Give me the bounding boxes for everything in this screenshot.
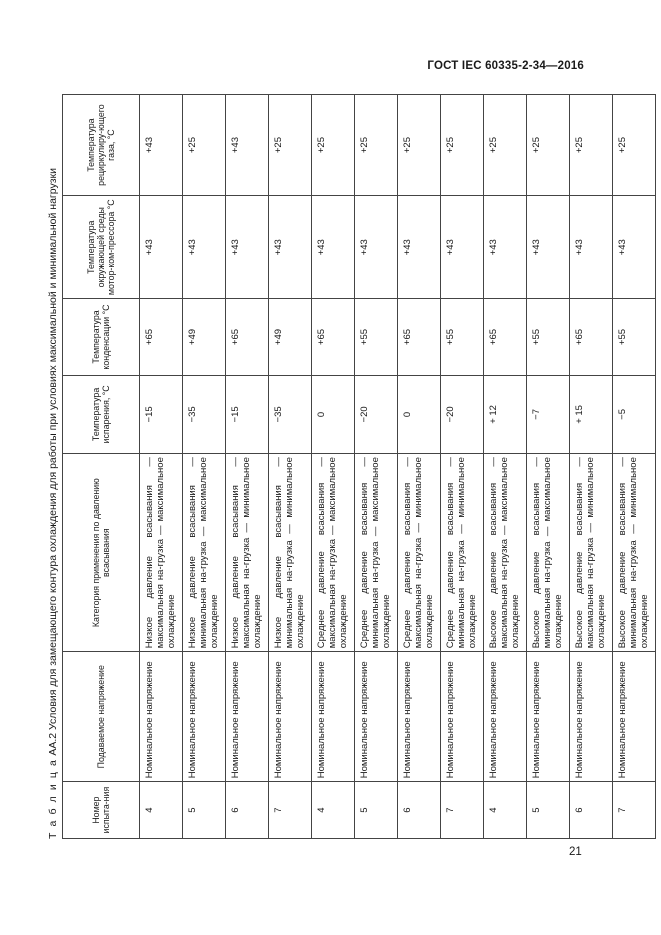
cell-return-gas-temp: +25 [613,95,656,196]
cell-category: Высокое давление всасывания — максимальная на-грузка — минимальное охлаждение [570,454,613,652]
cell-evaporation-temp: + 15 [570,375,613,453]
cell-category: Среднее давление всасывания — максимальная на-грузка — максимальное охлаждение [312,454,355,652]
table-row [269,95,312,839]
cell-condensation-temp: +65 [312,299,355,375]
cell-ambient-temp: +43 [484,196,527,299]
cell-ambient-temp: +43 [613,196,656,299]
cell-category: Низкое давление всасывания — минимальная на-грузка — минимальное охлаждение [269,454,312,652]
cell-return-gas-temp: +25 [355,95,398,196]
cell-test-number: 5 [527,782,570,839]
cell-condensation-temp: +55 [613,299,656,375]
table-row [570,95,613,839]
cell-ambient-temp: +43 [183,196,226,299]
cell-category: Высокое давление всасывания — максимальная на-грузка — максимальное охлаждение [484,454,527,652]
header-condensation-temp: Температура конденсации °С [63,299,140,375]
cell-test-number: 7 [613,782,656,839]
cell-voltage: Номинальное напряжение [441,652,484,782]
cell-evaporation-temp: 0 [312,375,355,453]
cell-category: Высокое давление всасывания — минимальная на-грузка — минимальное охлаждение [613,454,656,652]
cell-test-number: 4 [140,782,183,839]
table-caption [46,94,60,839]
cell-ambient-temp: +43 [527,196,570,299]
cell-voltage: Номинальное напряжение [183,652,226,782]
cell-ambient-temp: +43 [140,196,183,299]
cell-ambient-temp: +43 [441,196,484,299]
cell-return-gas-temp: +43 [226,95,269,196]
table-row [527,95,570,839]
table-header-row [63,95,140,839]
rotated-table-block [44,94,650,839]
header-return-gas-temp: Температура рециркулиру-ющего газа, °С [63,95,140,196]
cell-voltage: Номинальное напряжение [527,652,570,782]
cell-test-number: 5 [355,782,398,839]
cell-evaporation-temp: −5 [613,375,656,453]
table-row [613,95,656,839]
cell-evaporation-temp: −15 [226,375,269,453]
table-row [312,95,355,839]
cell-evaporation-temp: −35 [269,375,312,453]
cell-category: Низкое давление всасывания — максимальная на-грузка — минимальное охлаждение [226,454,269,652]
header-ambient-temp: Температура окружающей среды мотор-ком-прессора °С [63,196,140,299]
standard-header: ГОСТ IEC 60335-2-34—2016 [427,60,584,72]
table-row [355,95,398,839]
cell-ambient-temp: +43 [269,196,312,299]
cell-ambient-temp: +43 [398,196,441,299]
cell-condensation-temp: +65 [570,299,613,375]
cell-return-gas-temp: +25 [398,95,441,196]
cell-evaporation-temp: 0 [398,375,441,453]
caption-label: Т а б л и ц а [47,758,59,839]
cell-condensation-temp: +55 [441,299,484,375]
cell-test-number: 6 [226,782,269,839]
cell-voltage: Номинальное напряжение [570,652,613,782]
cell-ambient-temp: +43 [226,196,269,299]
cell-evaporation-temp: −20 [355,375,398,453]
cell-condensation-temp: +49 [183,299,226,375]
cell-condensation-temp: +65 [140,299,183,375]
cell-return-gas-temp: +43 [140,95,183,196]
cell-return-gas-temp: +25 [183,95,226,196]
cell-return-gas-temp: +25 [570,95,613,196]
cell-category: Среднее давление всасывания — максимальная на-грузка — минимальное охлаждение [398,454,441,652]
cell-return-gas-temp: +25 [484,95,527,196]
cell-test-number: 6 [570,782,613,839]
table-row [484,95,527,839]
cell-evaporation-temp: −20 [441,375,484,453]
cell-condensation-temp: +55 [527,299,570,375]
cell-ambient-temp: +43 [570,196,613,299]
header-evaporation-temp: Температура испарения, °С [63,375,140,453]
cell-test-number: 7 [441,782,484,839]
cell-evaporation-temp: −7 [527,375,570,453]
cell-voltage: Номинальное напряжение [398,652,441,782]
cell-return-gas-temp: +25 [441,95,484,196]
cell-condensation-temp: +55 [355,299,398,375]
cell-voltage: Номинальное напряжение [613,652,656,782]
cell-ambient-temp: +43 [312,196,355,299]
cell-test-number: 4 [312,782,355,839]
page-number: 21 [569,846,582,858]
cell-condensation-temp: +65 [484,299,527,375]
cell-voltage: Номинальное напряжение [269,652,312,782]
cell-condensation-temp: +49 [269,299,312,375]
cell-category: Низкое давление всасывания — максимальная на-грузка — максимальное охлаждение [140,454,183,652]
cell-voltage: Номинальное напряжение [226,652,269,782]
header-voltage: Подаваемое напряжение [63,652,140,782]
cell-return-gas-temp: +25 [312,95,355,196]
conditions-table [62,94,656,839]
cell-voltage: Номинальное напряжение [484,652,527,782]
cell-voltage: Номинальное напряжение [140,652,183,782]
cell-return-gas-temp: +25 [269,95,312,196]
cell-voltage: Номинальное напряжение [312,652,355,782]
cell-voltage: Номинальное напряжение [355,652,398,782]
table-row [398,95,441,839]
cell-evaporation-temp: + 12 [484,375,527,453]
cell-category: Низкое давление всасывания — минимальная на-грузка — максимальное охлаждение [183,454,226,652]
table-row [441,95,484,839]
cell-test-number: 7 [269,782,312,839]
table-row [140,95,183,839]
cell-condensation-temp: +65 [398,299,441,375]
cell-category: Среднее давление всасывания — минимальная на-грузка — минимальное охлаждение [441,454,484,652]
cell-condensation-temp: +65 [226,299,269,375]
table-row [226,95,269,839]
caption-title: АА.2 Условия для замещающего контура охлаждения для работы при условиях максимальной и минимальной нагрузки [47,168,59,756]
cell-category: Высокое давление всасывания — минимальная на-грузка — максимальное охлаждение [527,454,570,652]
cell-test-number: 6 [398,782,441,839]
cell-ambient-temp: +43 [355,196,398,299]
header-category: Категория применения по давлению всасывания [63,454,140,652]
cell-return-gas-temp: +25 [527,95,570,196]
cell-evaporation-temp: −15 [140,375,183,453]
cell-evaporation-temp: −35 [183,375,226,453]
cell-category: Среднее давление всасывания — минимальная на-грузка — максимальное охлаждение [355,454,398,652]
cell-test-number: 5 [183,782,226,839]
header-test-number: Номер испыта-ния [63,782,140,839]
table-row [183,95,226,839]
cell-test-number: 4 [484,782,527,839]
